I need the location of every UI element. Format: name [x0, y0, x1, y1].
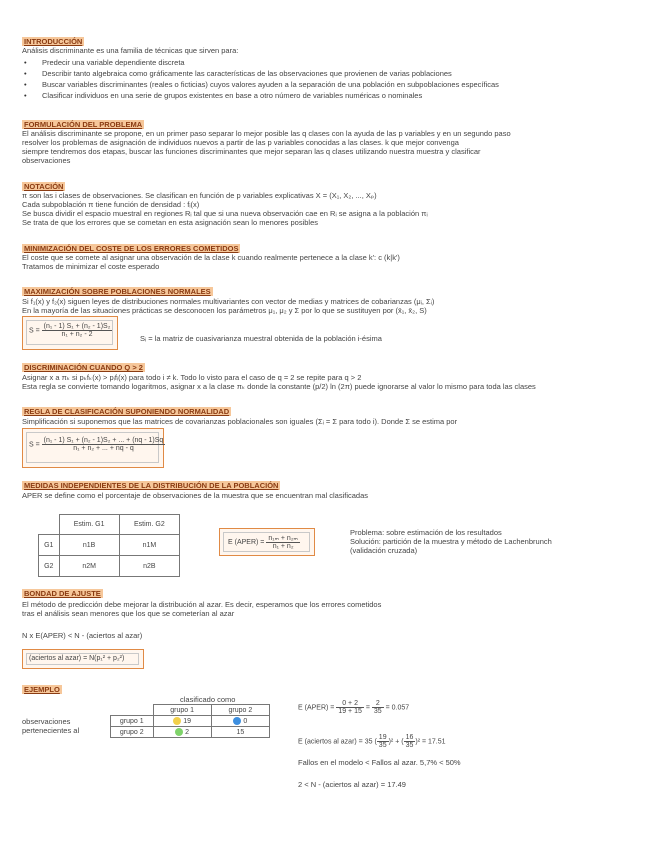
pertenecientes-label: pertenecientes al [22, 726, 80, 735]
aper-table-cell: n2M [59, 556, 119, 577]
intro-bullet: • Describir tanto algebraica como gráficamente las características de las observaciones que provienen de varias poblaciones [22, 68, 499, 79]
bondad-line: El método de predicción debe mejorar la distribución al azar. Es decir, esperamos que los errores cometidos [22, 600, 382, 609]
pooled-covariance-box [22, 316, 118, 350]
formulacion-line: resolver los problemas de asignación de individuos nuevos a partir de las p variables conocidas a las clases. k que mejor convenga [22, 138, 459, 147]
aper-table-corner [39, 515, 60, 535]
intro-bullet: • Buscar variables discriminantes (reales o ficticias) cuyos valores ayuden a la separación de una población en subpoblaciones específicas [22, 79, 499, 90]
highlight-dot-yellow [173, 717, 181, 725]
minimizacion-heading: MINIMIZACIÓN DEL COSTE DE LOS ERRORES COMETIDOS [24, 244, 239, 253]
notacion-line: π son las i clases de observaciones. Se clasifican en función de p variables explicativas X = (X₁, X₂, ..., Xₚ) [22, 191, 377, 200]
aper-formula: E (APER) = $\frac{\text{n₁ₘ + n₂ₘ}}{\text{n₁ + n₂}}$ [228, 535, 298, 550]
pooled-covariance-q-formula: S = $\frac{\text{(n₁ - 1) S₁ + (n₂ - 1)S₂ + ... + (nq - 1)Sq}}{\text{n₁ + n₂ + ... + nq - q}}$ [29, 437, 164, 452]
medidas-note: Solución: partición de la muestra y método de Lachenbrunch [350, 537, 552, 546]
bondad-relation: N x E(APER) < N - (aciertos al azar) [22, 631, 143, 640]
maximizacion-line: Si f₁(x) y f₂(x) siguen leyes de distribuciones normales multivariantes con vector de medias y matrices de cobarianzas (μᵢ, Σᵢ) [22, 297, 435, 306]
maximizacion-line: En la mayoría de las situaciones prácticas se desconocen los parámetros μ₁, μ₂ y Σ por lo que se sustituyen por (x̄₁, x̄₂, S) [22, 306, 427, 315]
ejemplo-cell: 15 [211, 727, 269, 738]
intro-bullet: • Clasificar individuos en una serie de grupos existentes en base a otro número de variables numéricas o nominales [22, 90, 499, 101]
highlight-dot-green [175, 728, 183, 736]
notacion-line: Se busca dividir el espacio muestral en regiones Rᵢ tal que si una nueva observación cae en Rᵢ se asigna a la población πᵢ [22, 209, 428, 218]
formulacion-line: siempre tendremos dos etapas, buscar las funciones discriminantes que mejor separan las q clases utilizando nuestra muestra y clasificar [22, 147, 481, 156]
highlight-dot-blue [233, 717, 241, 725]
formulacion-line: observaciones [22, 156, 71, 165]
maximizacion-note: Sᵢ = la matriz de cuasivarianza muestral obtenida de la población i-ésima [140, 334, 382, 343]
regla-heading: REGLA DE CLASIFICACIÓN SUPONIENDO NORMALIDAD [24, 407, 230, 416]
aper-table-rowlabel: G1 [39, 535, 60, 556]
ejemplo-cell: 2 [153, 727, 211, 738]
regla-line: Simplificación si suponemos que las matrices de covarianzas poblacionales son iguales (Σᵢ = Σ para todo i). Donde Σ se estima por [22, 417, 458, 426]
ejemplo-aper-formula: E (APER) = $\frac{0 + 2}{19 + 15}$ = $\frac{2}{35}$ = 0.057 [298, 700, 410, 715]
ejemplo-aciertos-formula: E (aciertos al azar) = 35 ( $\frac{19}{35}$ )² + ( $\frac{16}{35}$ )² = 17.51 [298, 734, 446, 749]
medidas-note: Problema: sobre estimación de los resultados [350, 528, 502, 537]
pooled-covariance-formula: S = $\frac{\text{(n₁ - 1) S₁ + (n₂ - 1)S₂}}{\text{n₁ + n₂ - 2}}$ [29, 323, 111, 338]
bondad-heading: BONDAD DE AJUSTE [24, 589, 101, 598]
ejemplo-col-header: grupo 1 [153, 705, 211, 716]
intro-heading: INTRODUCCIÓN [24, 37, 83, 46]
medidas-heading: MEDIDAS INDEPENDIENTES DE LA DISTRIBUCIÓN DE LA POBLACIÓN [24, 481, 279, 490]
aper-table-header: Estim. G2 [119, 515, 179, 535]
notacion-line: Se trata de que los errores que se cometan en esta asignación sean lo menores posibles [22, 218, 319, 227]
ejemplo-table [110, 704, 270, 738]
pooled-covariance-q-box [22, 428, 164, 468]
discriminacion-line: Asignar x a πₖ si pₖfₖ(x) > pᵢfᵢ(x) para todo i ≠ k. Todo lo visto para el caso de q = 2 se repite para q > 2 [22, 373, 362, 382]
ejemplo-fallos: Fallos en el modelo < Fallos al azar. 5,7% < 50% [298, 758, 461, 767]
ejemplo-cell: 0 [211, 716, 269, 727]
medidas-note: (validación cruzada) [350, 546, 418, 555]
aper-table-header: Estim. G1 [59, 515, 119, 535]
ejemplo-col-header: grupo 2 [211, 705, 269, 716]
notacion-line: Cada subpoblación π tiene función de densidad : fᵢ(x) [22, 200, 200, 209]
minimizacion-line: El coste que se comete al asignar una observación de la clase k cuando realmente pertenece a la clase k': c (k|k') [22, 253, 400, 262]
intro-text: Análisis discriminante es una familia de técnicas que sirven para: [22, 46, 239, 55]
ejemplo-final: 2 < N - (aciertos al azar) = 17.49 [298, 780, 406, 789]
discriminacion-heading: DISCRIMINACIÓN CUANDO Q > 2 [24, 363, 143, 372]
minimizacion-line: Tratamos de minimizar el coste esperado [22, 262, 160, 271]
discriminacion-line: Esta regla se convierte tomando logaritmos, asignar x a la clase πₖ donde la constante (p/2) ln (2π) puede ignorarse al valor lo mismo para toda las clases [22, 382, 536, 391]
ejemplo-row-header: grupo 1 [111, 716, 154, 727]
aper-table-cell: n1B [59, 535, 119, 556]
aper-table [38, 514, 180, 577]
aciertos-formula: (aciertos al azar) = N(p₁² + p₂²) [29, 655, 125, 662]
notacion-heading: NOTACIÓN [24, 182, 64, 191]
bondad-line: tras el análisis sean menores que los que se cometerían al azar [22, 609, 235, 618]
observaciones-label: observaciones [22, 717, 71, 726]
ejemplo-row-header: grupo 2 [111, 727, 154, 738]
medidas-line: APER se define como el porcentaje de observaciones de la muestra que se encuentran mal clasificadas [22, 491, 369, 500]
clasificado-como-label: clasificado como [180, 695, 236, 704]
ejemplo-heading: EJEMPLO [24, 685, 60, 694]
aciertos-box [22, 649, 144, 669]
aper-table-cell: n1M [119, 535, 179, 556]
aper-formula-box [219, 528, 315, 556]
maximizacion-heading: MAXIMIZACIÓN SOBRE POBLACIONES NORMALES [24, 287, 211, 296]
intro-bullet: • Predecir una variable dependiente discreta [22, 57, 499, 68]
aper-table-cell: n2B [119, 556, 179, 577]
intro-bullets [22, 57, 499, 101]
formulacion-line: El análisis discriminante se propone, en un primer paso separar lo mejor posible las q clases con la ayuda de las p variables y en un segundo paso [22, 129, 511, 138]
formulacion-heading: FORMULACIÓN DEL PROBLEMA [24, 120, 143, 129]
ejemplo-cell: 19 [153, 716, 211, 727]
aper-table-rowlabel: G2 [39, 556, 60, 577]
